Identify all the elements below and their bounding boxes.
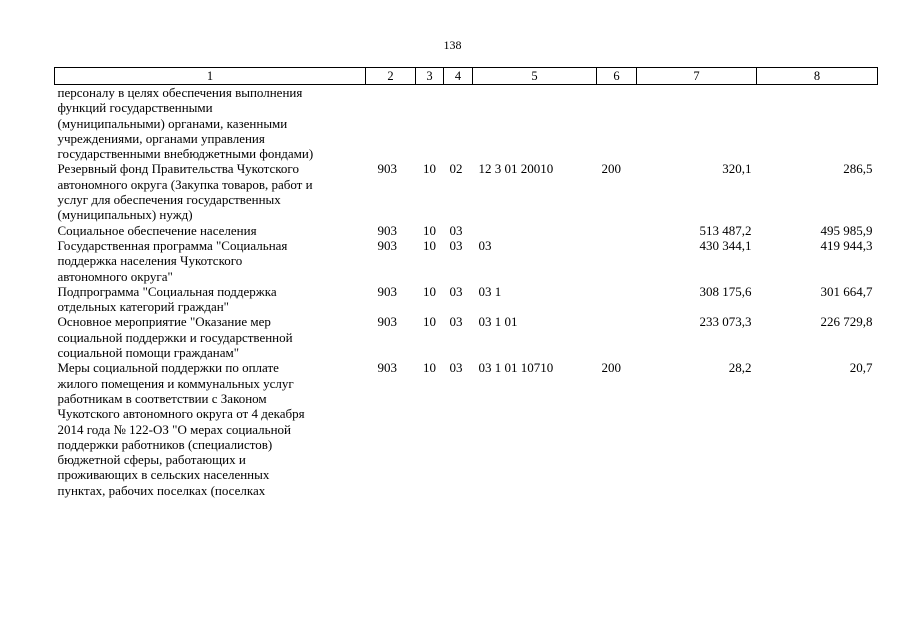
- table-row: [55, 314, 878, 360]
- row-name: Государственная программа "Социальная поддержка населения Чукотского автономного округа": [57, 237, 288, 284]
- row-name: Резервный фонд Правительства Чукотского автономного округа (Закупка товаров, работ и услуг для обеспечения государственных (муниципальных) нужд): [57, 161, 313, 223]
- table-row: [55, 238, 878, 284]
- row-target-code: 03 1 01: [478, 314, 518, 330]
- row-section-code: 10: [423, 314, 436, 330]
- row-name: Социальное обеспечение населения: [57, 222, 257, 238]
- row-target-code: 12 3 01 20010: [478, 161, 554, 177]
- row-amount-col7: 320,1: [722, 161, 752, 177]
- row-expense-type: 200: [601, 161, 621, 177]
- header-col-1: 1: [55, 68, 366, 85]
- row-name: Основное мероприятие "Оказание мер социальной поддержки и государственной социальной помощи гражданам": [57, 314, 293, 361]
- row-amount-col8: 226 729,8: [820, 314, 873, 330]
- header-col-4: 4: [444, 68, 473, 85]
- row-target-code: 03 1 01 10710: [478, 360, 554, 376]
- row-section-code: 10: [423, 237, 436, 253]
- row-ministry-code: 903: [377, 314, 397, 330]
- row-subsection-code: 03: [449, 237, 463, 253]
- row-ministry-code: 903: [377, 360, 397, 376]
- table-header-row: [55, 68, 878, 85]
- row-section-code: 10: [423, 222, 436, 238]
- row-target-code: 03 1: [478, 283, 502, 299]
- row-section-code: 10: [423, 360, 436, 376]
- row-target-code: [473, 85, 597, 162]
- table-row: [55, 284, 878, 315]
- table-row: [55, 223, 878, 238]
- row-expense-type: [597, 238, 637, 284]
- row-amount-col8: 495 985,9: [820, 222, 873, 238]
- row-subsection-code: 02: [449, 161, 463, 177]
- row-name: персоналу в целях обеспечения выполнения функций государственными (муниципальными) органами, казенными учреждениями, органами управления государственными внебюджетными фондами): [57, 85, 314, 162]
- row-section-code: 10: [423, 283, 436, 299]
- row-amount-col8: 20,7: [849, 360, 873, 376]
- row-subsection-code: 03: [449, 314, 463, 330]
- row-expense-type: [597, 284, 637, 315]
- row-subsection-code: 03: [449, 222, 463, 238]
- row-expense-type: [597, 223, 637, 238]
- row-amount-col7: 28,2: [728, 360, 752, 376]
- row-ministry-code: 903: [377, 161, 397, 177]
- row-amount-col7: 308 175,6: [699, 283, 752, 299]
- row-amount-col7: 513 487,2: [699, 222, 752, 238]
- row-expense-type: 200: [601, 360, 621, 376]
- row-subsection-code: 03: [449, 283, 463, 299]
- row-section-code: 10: [423, 161, 436, 177]
- header-col-2: 2: [366, 68, 416, 85]
- row-name: Меры социальной поддержки по оплате жилого помещения и коммунальных услуг работникам в соответствии с Законом Чукотского автономного округа от 4 декабря 2014 года № 122-ОЗ "О мерах социальной поддержки работников (специалистов) бюджетной сферы, работающих и проживающих в сельских населенных пунктах, рабочих поселках (поселках: [57, 360, 305, 498]
- row-amount-col8: 286,5: [843, 161, 873, 177]
- row-target-code: 03: [478, 237, 492, 253]
- row-name: Подпрограмма "Социальная поддержка отдельных категорий граждан": [57, 283, 277, 315]
- row-subsection-code: [444, 85, 473, 162]
- row-expense-type: [597, 314, 637, 360]
- row-amount-col7: 430 344,1: [699, 237, 752, 253]
- row-subsection-code: 03: [449, 360, 463, 376]
- row-target-code: [473, 223, 597, 238]
- table-row: [55, 85, 878, 162]
- table-header: [55, 68, 878, 85]
- row-amount-col7: [637, 85, 757, 162]
- row-ministry-code: 903: [377, 283, 397, 299]
- row-amount-col8: 301 664,7: [820, 283, 873, 299]
- budget-table: [54, 67, 878, 498]
- header-col-8: 8: [757, 68, 878, 85]
- header-col-7: 7: [637, 68, 757, 85]
- row-expense-type: [597, 85, 637, 162]
- row-ministry-code: [366, 85, 416, 162]
- row-section-code: [416, 85, 444, 162]
- row-ministry-code: 903: [377, 222, 397, 238]
- page-number: 138: [443, 38, 462, 52]
- header-col-6: 6: [597, 68, 637, 85]
- header-col-3: 3: [416, 68, 444, 85]
- table-row: [55, 360, 878, 498]
- row-amount-col7: 233 073,3: [699, 314, 752, 330]
- header-col-5: 5: [473, 68, 597, 85]
- table-body: [55, 85, 878, 499]
- row-amount-col8: [757, 85, 878, 162]
- row-amount-col8: 419 944,3: [820, 237, 873, 253]
- row-ministry-code: 903: [377, 237, 397, 253]
- table-row: [55, 161, 878, 222]
